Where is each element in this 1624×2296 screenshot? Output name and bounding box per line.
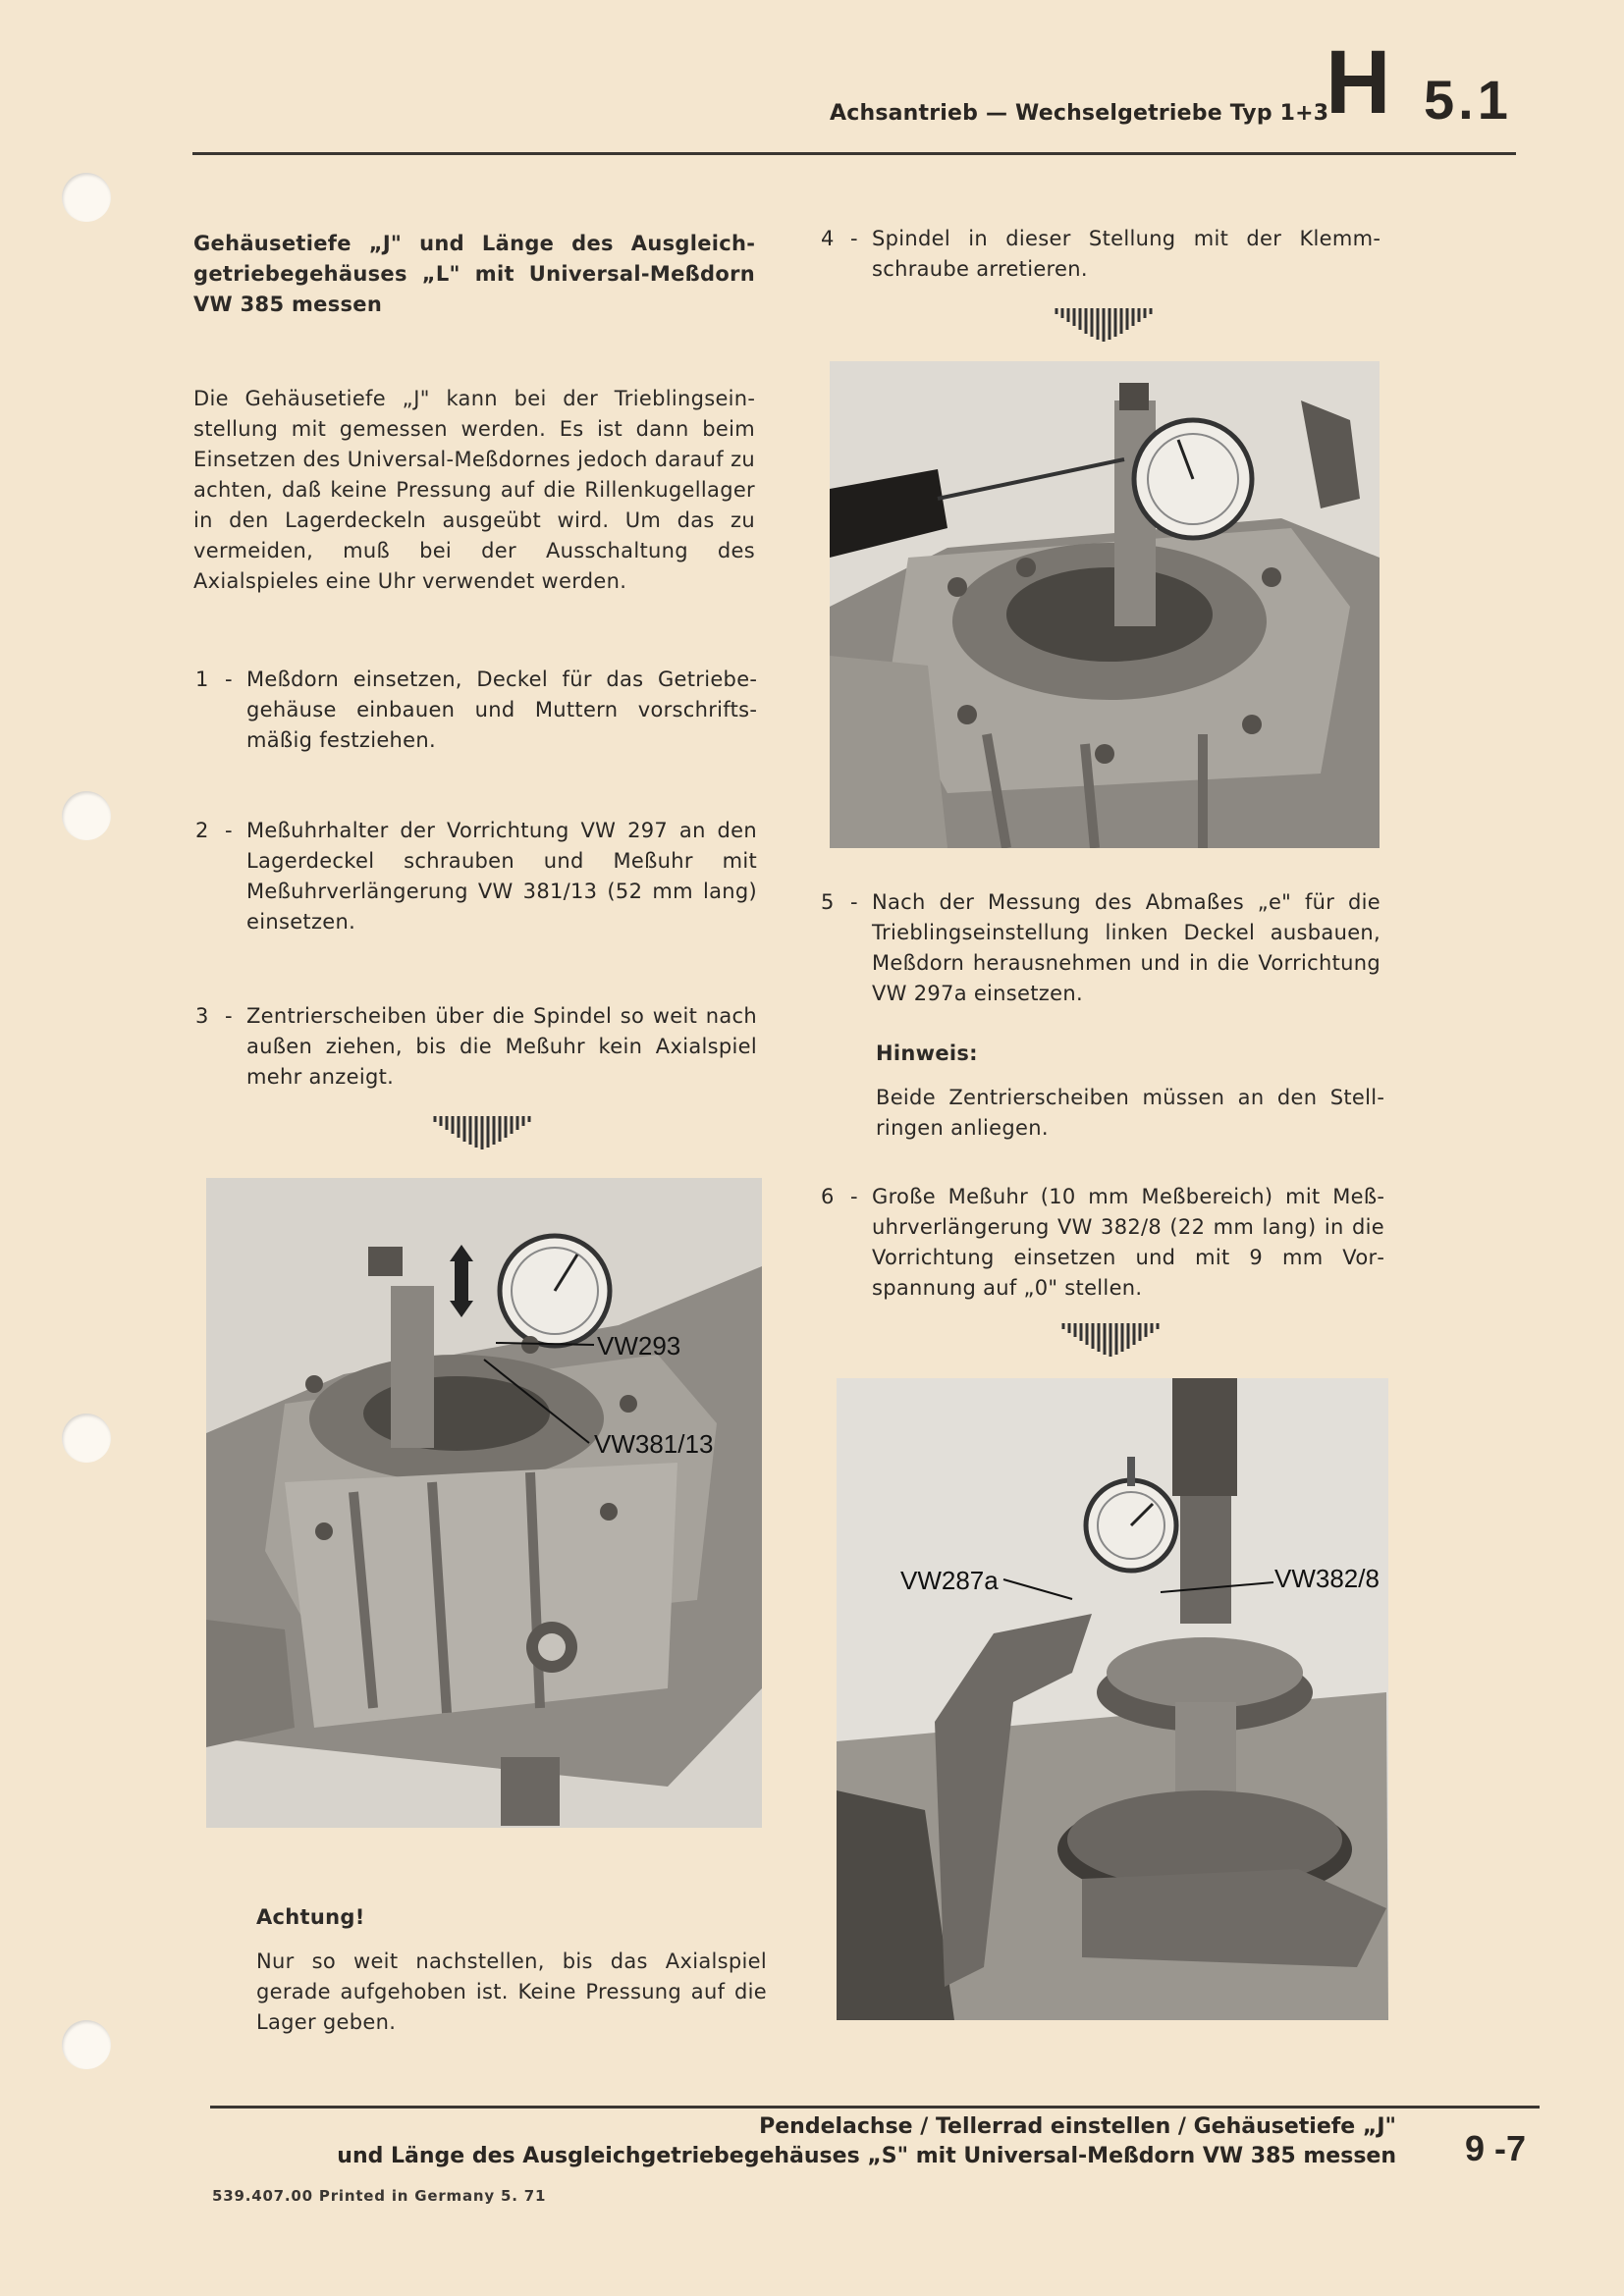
down-arrow-icon — [1056, 1319, 1164, 1359]
footer-rule — [210, 2106, 1540, 2109]
step-text: Große Meßuhr (10 mm Meßbereich) mit Meßuhrverlängerung VW 382/8 (22 mm lang) in die Vorrichtung einsetzen und mit 9 mm Vorspannung auf „0" stellen. — [872, 1185, 1384, 1300]
step-text: Meßuhrhalter der Vorrichtung VW 297 an den Lagerdeckel schrauben und Meßuhr mit Meßuhrverlängerung VW 381/13 (52 mm lang) einsetzen. — [246, 819, 757, 934]
down-arrow-icon — [427, 1112, 535, 1151]
photo-label-vw382-8: VW382/8 — [1274, 1564, 1380, 1593]
step-text: Spindel in dieser Stellung mit der Klemmschraube arretieren. — [872, 227, 1380, 281]
header-subtitle: Achsantrieb — Wechselgetriebe Typ 1+3 — [830, 101, 1329, 126]
section-letter: H — [1326, 32, 1391, 133]
step-text: Nach der Messung des Abmaßes „e" für die Trieblingseinstellung linken Deckel ausbauen, Meßdorn herausnehmen und in die Vorrichtung VW 297a einsetzen. — [872, 890, 1380, 1005]
down-arrow-icon — [1049, 304, 1157, 344]
step-6: 6 - Große Meßuhr (10 mm Meßbereich) mit Meßuhrverlängerung VW 382/8 (22 mm lang) in die Vorrichtung einsetzen und mit 9 mm Vorspannung auf „0" stellen. — [821, 1182, 1384, 1304]
step-2: 2 - Meßuhrhalter der Vorrichtung VW 297 an den Lagerdeckel schrauben und Meßuhr mit Meßuhrverlängerung VW 381/13 (52 mm lang) einsetzen. — [195, 816, 757, 937]
step-number: 2 — [195, 819, 209, 842]
step-number: 4 — [821, 227, 835, 250]
punch-hole — [62, 791, 111, 840]
note-title: Hinweis: — [876, 1041, 978, 1065]
section-heading: Gehäusetiefe „J" und Länge des Ausgleichgetriebegehäuses „L" mit Universal-Meßdorn VW 385 messen — [193, 232, 755, 316]
punch-hole — [62, 2020, 111, 2069]
step-5: 5 - Nach der Messung des Abmaßes „e" für die Trieblingseinstellung linken Deckel ausbauen, Meßdorn herausnehmen und in die Vorrichtung VW 297a einsetzen. — [821, 887, 1380, 1009]
step-number: 3 — [195, 1004, 209, 1028]
page-number: 9 -7 — [1465, 2128, 1527, 2168]
step-3: 3 - Zentrierscheiben über die Spindel so weit nach außen ziehen, bis die Meßuhr kein Axialspiel mehr anzeigt. — [195, 1001, 757, 1093]
step-text: Meßdorn einsetzen, Deckel für das Getriebegehäuse einbauen und Muttern vorschriftsmäßig festziehen. — [246, 667, 757, 752]
section-number: 5.1 — [1424, 69, 1512, 131]
step-4: 4 - Spindel in dieser Stellung mit der Klemmschraube arretieren. — [821, 224, 1380, 285]
intro-paragraph: Die Gehäusetiefe „J" kann bei der Trieblingseinstellung mit gemessen werden. Es ist dann beim Einsetzen des Universal-Meßdornes jedoch darauf zu achten, daß keine Pressung auf die Rillenkugellager in den Lagerdeckeln ausgeübt wird. Um das zu vermeiden, muß bei der Ausschaltung des Axialspieles eine Uhr verwendet werden. — [193, 387, 755, 593]
photo-spindle-clamp — [830, 361, 1380, 848]
photo-label-vw381-13: VW381/13 — [594, 1429, 714, 1459]
photo-label-vw293: VW293 — [597, 1331, 681, 1361]
step-number: 1 — [195, 667, 209, 691]
caution-text: Nur so weit nachstellen, bis das Axialspiel gerade aufgehoben ist. Keine Pressung auf die Lager geben. — [256, 1949, 767, 2034]
step-text: Zentrierscheiben über die Spindel so weit nach außen ziehen, bis die Meßuhr kein Axialspiel mehr anzeigt. — [246, 1004, 757, 1089]
footer-title-line2: und Länge des Ausgleichgetriebegehäuses „S" mit Universal-Meßdorn VW 385 messen — [337, 2144, 1396, 2168]
punch-hole — [62, 1414, 111, 1463]
photo-label-vw287a: VW287a — [900, 1566, 999, 1595]
header-rule — [192, 152, 1516, 155]
step-1: 1 - Meßdorn einsetzen, Deckel für das Getriebegehäuse einbauen und Muttern vorschriftsmäßig festziehen. — [195, 665, 757, 756]
step-number: 5 — [821, 890, 835, 914]
photo-gearbox-axial-play — [206, 1178, 762, 1828]
punch-hole — [62, 173, 111, 222]
print-info: 539.407.00 Printed in Germany 5. 71 — [212, 2187, 547, 2205]
step-number: 6 — [821, 1185, 835, 1208]
footer-title-line1: Pendelachse / Tellerrad einstellen / Gehäusetiefe „J" — [759, 2114, 1396, 2139]
photo-dial-gauge-setup — [837, 1378, 1388, 2020]
caution-title: Achtung! — [256, 1905, 365, 1929]
note-text: Beide Zentrierscheiben müssen an den Stellringen anliegen. — [876, 1086, 1384, 1140]
